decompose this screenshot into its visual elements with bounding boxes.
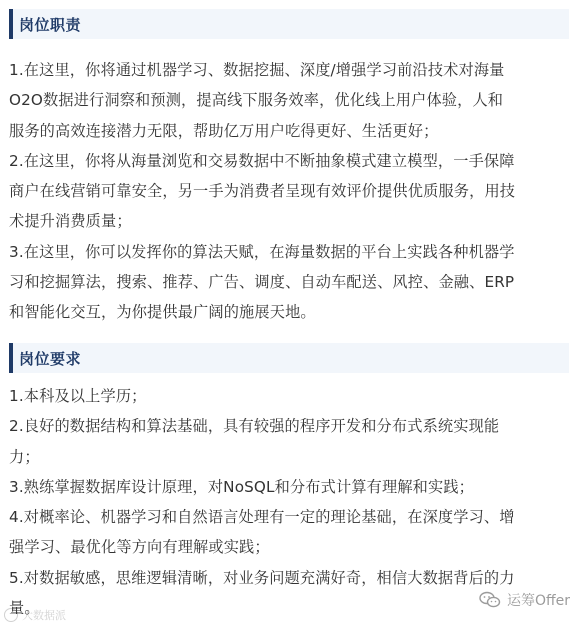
text-line: 强学习、最优化等方向有理解或实践； [9,538,270,557]
text-line: 5.对数据敏感，思维逻辑清晰，对业务问题充满好奇，相信大数据背后的力 [9,568,515,587]
section-job-requirements [9,343,569,623]
heading-title: 岗位职责 [19,15,82,34]
requirements-text-block [9,381,569,623]
text-line: 服务的高效连接潜力无限，帮助亿万用户吃得更好、生活更好； [9,121,439,140]
section-heading-duties [9,9,569,39]
text-line: 3.在这里，你可以发挥你的算法天赋，在海量数据的平台上实践各种机器学 [9,242,515,261]
weibo-icon [4,608,18,622]
text-line: 和智能化交互，为你提供最广阔的施展天地。 [9,303,316,322]
watermark-right [479,590,570,610]
text-line: 4.对概率论、机器学习和自然语言处理有一定的理论基础，在深度学习、增 [9,508,515,527]
text-line: 商户在线营销可靠安全，另一手为消费者呈现有效评价提供优质服务，用技 [9,182,516,201]
text-line: O2O数据进行洞察和预测，提高线下服务效率，优化线上用户体验，人和 [9,91,504,110]
watermark-left-text: 大数据派 [22,609,66,622]
section-heading-requirements [9,343,569,373]
text-line: 1.本科及以上学历； [9,387,147,405]
section-job-duties [9,9,569,328]
text-line: 术提升消费质量； [9,212,132,231]
text-line: 2.良好的数据结构和算法基础，具有较强的程序开发和分布式系统实现能 [9,417,500,436]
text-line: 2.在这里，你将从海量浏览和交易数据中不断抽象模式建立模型，一手保障 [9,151,515,170]
duties-text-block [9,55,569,328]
text-line: 量。 [9,599,40,618]
watermark-left [4,607,66,623]
heading-title: 岗位要求 [19,349,82,368]
wechat-icon [479,591,501,609]
text-line: 习和挖掘算法，搜索、推荐、广告、调度、自动车配送、风控、金融、ERP [9,273,515,292]
text-line: 1.在这里，你将通过机器学习、数据挖掘、深度/增强学习前沿技术对海量 [9,61,505,79]
text-line: 力； [9,447,40,466]
text-line: 3.熟练掌握数据库设计原理，对NoSQL和分布式计算有理解和实践； [9,477,475,496]
watermark-right-text: 运筹Offer [506,593,570,609]
